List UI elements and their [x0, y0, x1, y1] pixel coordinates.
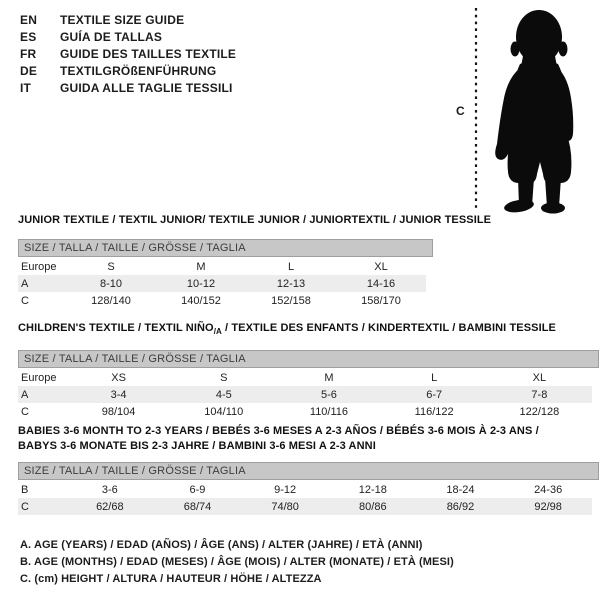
- language-code: EN: [20, 13, 38, 27]
- size-cell: 98/104: [101, 405, 136, 418]
- size-cell: 80/86: [359, 500, 387, 513]
- language-title: GUIDE DES TAILLES TEXTILE: [60, 47, 237, 61]
- row-label: C: [21, 500, 29, 513]
- size-cell: 104/110: [204, 405, 244, 418]
- language-title: TEXTILE SIZE GUIDE: [60, 13, 185, 27]
- table-row: [18, 369, 592, 386]
- language-row: [20, 29, 236, 46]
- table-row: [18, 386, 592, 403]
- size-cell: 152/158: [271, 294, 311, 307]
- size-cell: 6-7: [426, 388, 443, 401]
- size-cell: 110/116: [309, 405, 349, 418]
- row-label: B: [21, 483, 29, 496]
- table-row: [18, 258, 426, 275]
- size-cell: 92/98: [534, 500, 562, 513]
- size-cell: 12-18: [358, 483, 387, 496]
- size-cell: 68/74: [183, 500, 212, 513]
- size-cell: 5-6: [321, 388, 337, 401]
- size-cell: 7-8: [531, 388, 548, 401]
- section-children: [18, 321, 599, 420]
- size-table-children: [18, 369, 592, 420]
- row-label: Europe: [21, 260, 57, 273]
- size-cell: 18-24: [446, 483, 475, 496]
- size-cell: 8-10: [99, 277, 123, 290]
- section-babies: [18, 424, 599, 515]
- size-header-bar: SIZE / TALLA / TAILLE / GRÖSSE / TAGLIA: [18, 239, 433, 257]
- baby-silhouette-graphic: [460, 0, 600, 220]
- size-cell: L: [431, 371, 438, 384]
- footnote-age-years: A. AGE (YEARS) / EDAD (AÑOS) / ÂGE (ANS) / ALTER (JAHRE) / ETÀ (ANNI): [20, 539, 423, 551]
- size-cell: 74/80: [271, 500, 299, 513]
- size-cell: 9-12: [274, 483, 297, 496]
- table-row: [18, 403, 592, 420]
- size-cell: 116/122: [414, 405, 454, 418]
- size-cell: 158/170: [361, 294, 401, 307]
- footnote-age-months: B. AGE (MONTHS) / EDAD (MESES) / ÂGE (MOIS) / ALTER (MONATE) / ETÀ (MESI): [20, 556, 454, 568]
- size-cell: 10-12: [186, 277, 216, 290]
- language-code: IT: [20, 81, 32, 95]
- language-code: FR: [20, 47, 37, 61]
- size-cell: XL: [532, 371, 547, 384]
- row-label: Europe: [21, 371, 57, 384]
- size-cell: 3-6: [101, 483, 118, 496]
- language-title: GUIDA ALLE TAGLIE TESSILI: [60, 81, 233, 95]
- language-title: TEXTILGRÖßENFÜHRUNG: [60, 64, 217, 78]
- size-cell: L: [287, 260, 295, 273]
- height-measure-label: C: [456, 104, 465, 118]
- size-cell: 62/68: [96, 500, 124, 513]
- size-cell: 3-4: [110, 388, 127, 401]
- row-label: A: [21, 388, 29, 401]
- size-cell: S: [220, 371, 228, 384]
- size-header-bar: SIZE / TALLA / TAILLE / GRÖSSE / TAGLIA: [18, 462, 599, 480]
- table-row: [18, 481, 592, 498]
- language-code: DE: [20, 64, 38, 78]
- size-cell: 128/140: [91, 294, 131, 307]
- section-title: JUNIOR TEXTILE / TEXTIL JUNIOR/ TEXTILE JUNIOR / JUNIORTEXTIL / JUNIOR TESSILE: [18, 214, 492, 226]
- language-row: [20, 46, 236, 63]
- size-table-junior: [18, 258, 426, 309]
- table-row: [18, 275, 426, 292]
- language-row: [20, 12, 236, 29]
- table-row: [18, 498, 592, 515]
- section-title-line1: BABIES 3-6 MONTH TO 2-3 YEARS / BEBÉS 3-6 MESES A 2-3 AÑOS / BÉBÉS 3-6 MOIS À 2-3 ANS /: [18, 425, 539, 437]
- size-cell: 14-16: [366, 277, 396, 290]
- size-cell: 6-9: [189, 483, 206, 496]
- size-cell: 24-36: [534, 483, 563, 496]
- size-cell: 122/128: [519, 405, 560, 418]
- language-row: [20, 63, 236, 80]
- row-label: C: [21, 294, 29, 307]
- size-cell: 86/92: [446, 500, 475, 513]
- size-cell: S: [107, 260, 115, 273]
- size-cell: 4-5: [215, 388, 232, 401]
- size-cell: 12-13: [276, 277, 306, 290]
- size-cell: XL: [374, 260, 388, 273]
- footnote-height: C. (cm) HEIGHT / ALTURA / HAUTEUR / HÖHE / ALTEZZA: [20, 573, 322, 585]
- baby-silhouette-icon: [495, 10, 573, 214]
- size-cell: M: [196, 260, 206, 273]
- language-title: GUÍA DE TALLAS: [60, 30, 163, 44]
- language-list: [20, 12, 236, 97]
- table-row: [18, 292, 426, 309]
- section-junior: [18, 213, 491, 309]
- row-label: C: [21, 405, 29, 418]
- section-title-line2: BABYS 3-6 MONATE BIS 2-3 JAHRE / BAMBINI 3-6 MESI A 2-3 ANNI: [18, 440, 376, 452]
- size-cell: M: [324, 371, 334, 384]
- size-header-bar: SIZE / TALLA / TAILLE / GRÖSSE / TAGLIA: [18, 350, 599, 368]
- size-cell: 140/152: [181, 294, 221, 307]
- section-title: CHILDREN'S TEXTILE / TEXTIL $NIÑO_{/A}$ / TEXTILE DES ENFANTS / KINDERTEXTIL / BAMBINI TESSILE: [18, 322, 556, 337]
- figure: [460, 0, 600, 220]
- size-cell: XS: [111, 371, 126, 384]
- language-code: ES: [20, 30, 37, 44]
- language-row: [20, 80, 236, 97]
- section-title: [18, 424, 599, 454]
- footnotes: [20, 537, 454, 588]
- row-label: A: [21, 277, 29, 290]
- size-table-babies: [18, 481, 592, 515]
